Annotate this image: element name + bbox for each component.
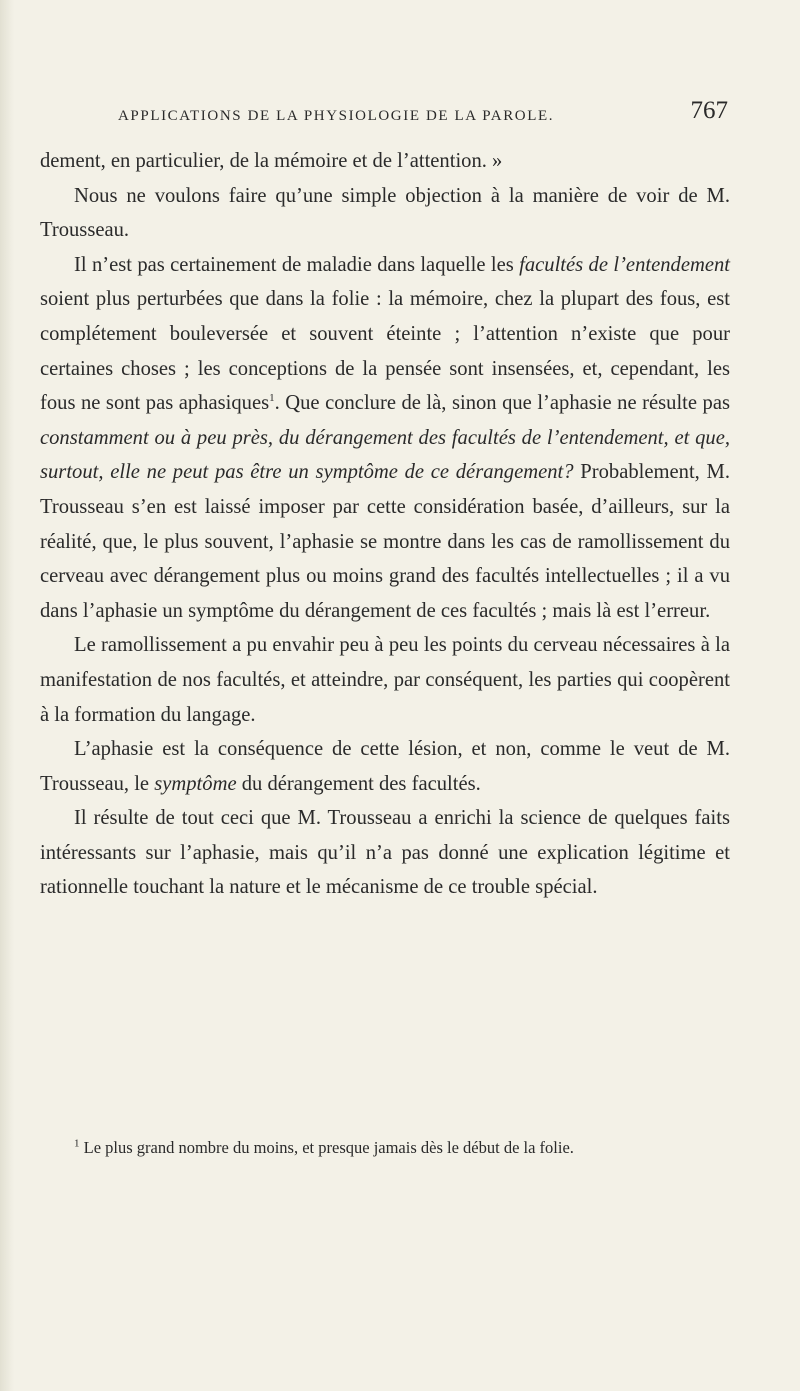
paragraph	[40, 801, 730, 905]
footnote	[40, 1135, 730, 1160]
footnote-marker: 1	[74, 1137, 80, 1150]
italic-run: symptôme	[154, 772, 237, 795]
italic-run: facultés de l’entendement	[519, 253, 730, 276]
text-run: soient plus perturbées que dans la folie : la mémoire, chez la plupart des fous, est complétement bouleversée et souvent éteinte ; l’attention n’existe que pour certaines choses ; les conceptions de la pensée sont insensées, et, cependant, les fous ne sont pas aphasiques	[40, 288, 730, 415]
text-run: Probablement, M. Trousseau s’en est laissé imposer par cette considération basée, d’ailleurs, sur la réalité, que, le plus souvent, l’aphasie se montre dans les cas de ramollissement du cerveau avec dérangement plus ou moins grand des facultés intellectuelles ; il a vu dans l’aphasie un symptôme du dérangement de ces facultés ; mais là est l’erreur.	[40, 461, 730, 622]
paragraph	[40, 144, 730, 179]
body-text	[40, 144, 730, 905]
paragraph	[40, 179, 730, 248]
text-run: du dérangement des facultés.	[236, 772, 481, 795]
text-run: Il n’est pas certainement de maladie dans laquelle les	[74, 253, 520, 276]
italic-run: constamment ou à peu près, du dérangement des facultés de l’entendement, et que, surtout, elle ne peut pas être un symptôme de ce dérangement?	[40, 426, 730, 484]
paragraph	[40, 248, 730, 629]
page-gutter-shadow	[0, 0, 14, 1391]
text-run: Nous ne voulons faire qu’une simple objection à la manière de voir de M. Trousseau.	[40, 184, 730, 242]
paragraph	[40, 628, 730, 732]
text-run: L’aphasie est la conséquence de cette lésion, et non, comme le veut de M. Trousseau, le	[40, 738, 730, 795]
text-run: . Que conclure de là, sinon que l’aphasie ne résulte pas	[274, 392, 730, 415]
running-head: APPLICATIONS DE LA PHYSIOLOGIE DE LA PAROLE.	[118, 108, 555, 124]
paragraph	[40, 732, 730, 801]
footnote-reference: 1	[269, 392, 275, 405]
page-header	[118, 98, 728, 132]
text-run: Le ramollissement a pu envahir peu à peu les points du cerveau nécessaires à la manifestation de nos facultés, et atteindre, par conséquent, les parties qui coopèrent à la formation du langage.	[40, 634, 730, 726]
text-run: dement, en particulier, de la mémoire et de l’attention. »	[40, 150, 503, 172]
page-number: 767	[690, 97, 728, 124]
footnote-text: Le plus grand nombre du moins, et presque jamais dès le début de la folie.	[79, 1138, 574, 1157]
text-run: Il résulte de tout ceci que M. Trousseau a enrichi la science de quelques faits intéressants sur l’aphasie, mais qu’il n’a pas donné une explication légitime et rationnelle touchant la nature et le mécanisme de ce trouble spécial.	[40, 807, 730, 899]
